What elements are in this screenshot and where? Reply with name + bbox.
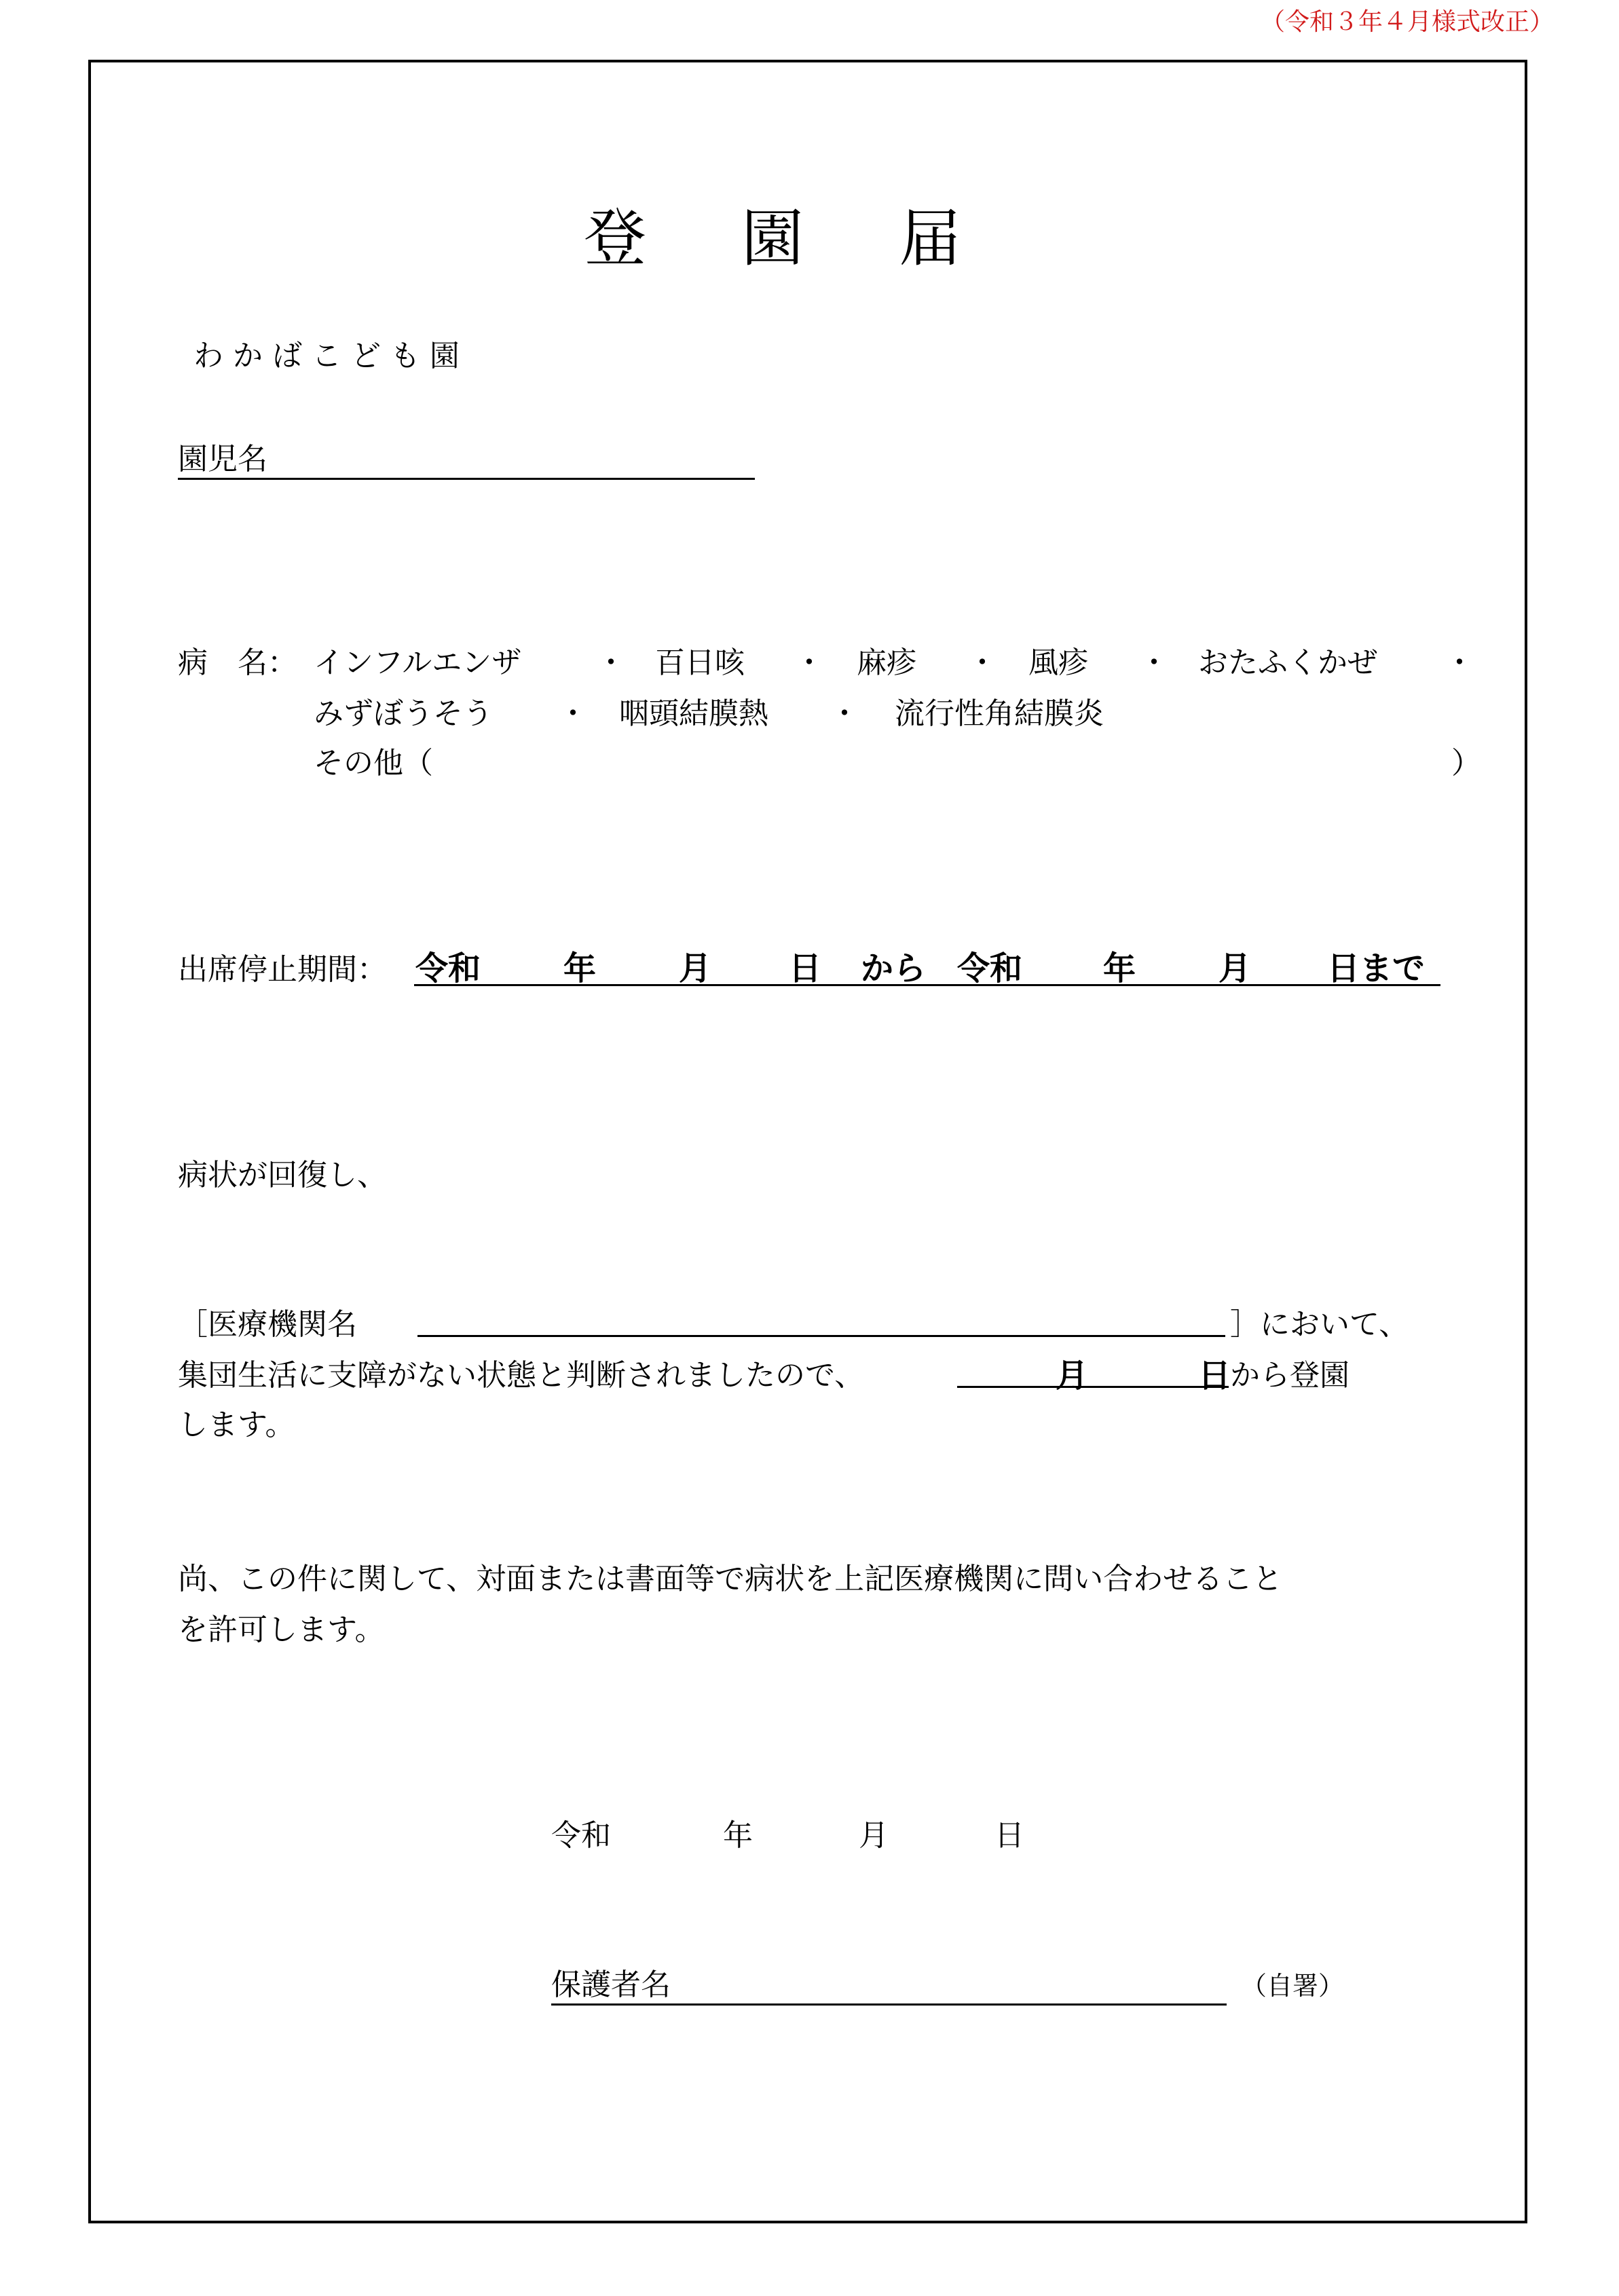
date-year: 年 [723, 1818, 753, 1853]
child-name-label: 園児名 [178, 442, 267, 476]
guardian-label: 保護者名 [551, 1968, 671, 2002]
permission-line-1: 尚、この件に関して、対面または書面等で病状を上記医療機関に問い合わせること [178, 1562, 1283, 1596]
recipient: わ か ば こ ど も 園 [193, 339, 460, 373]
year-1: 年 [563, 949, 597, 987]
separator-dot: ・ [1139, 645, 1169, 680]
form-frame [88, 60, 1527, 2223]
title-char-3: 届 [899, 202, 962, 275]
from-text: から [861, 949, 927, 987]
date-era: 令和 [551, 1818, 611, 1853]
medical-close-label: ］において、 [1230, 1307, 1409, 1342]
return-day: 日 [1198, 1357, 1231, 1395]
disease-item: インフルエンザ [314, 645, 522, 680]
month-1: 月 [679, 949, 712, 987]
child-name-field[interactable] [178, 434, 755, 480]
other-disease-label: その他（ [314, 746, 433, 780]
recovered-text: 病状が回復し、 [178, 1158, 387, 1192]
self-signature-note: （自署） [1241, 1971, 1345, 2001]
disease-item: 麻疹 [857, 645, 916, 680]
form-title [584, 189, 961, 278]
will-attend-text: します。 [178, 1408, 295, 1442]
day-1: 日 [789, 949, 822, 987]
date-day: 日 [994, 1818, 1024, 1853]
era-1: 令和 [415, 949, 481, 987]
disease-item: 風疹 [1028, 645, 1088, 680]
separator-dot: ・ [794, 645, 824, 680]
disease-item: 百日咳 [655, 645, 745, 680]
year-2: 年 [1103, 949, 1136, 987]
separator-dot: ・ [1445, 645, 1474, 680]
disease-item: 流行性角結膜炎 [895, 696, 1104, 731]
attend-text: から登園 [1230, 1358, 1350, 1393]
medical-open-label: ［医療機関名 [178, 1307, 357, 1342]
guardian-row [551, 1960, 1227, 2006]
title-char-2: 園 [741, 202, 804, 275]
disease-label: 病 名： [178, 645, 297, 680]
title-char-1: 登 [584, 202, 647, 275]
return-month: 月 [1056, 1357, 1089, 1395]
judgement-text: 集団生活に支障がない状態と判断されましたので、 [178, 1358, 865, 1393]
separator-dot: ・ [596, 645, 626, 680]
day-2-until: 日まで [1327, 949, 1426, 987]
separator-dot: ・ [830, 696, 859, 731]
return-date-field[interactable] [957, 1344, 1229, 1388]
disease-item: おたふくかぜ [1198, 645, 1377, 680]
separator-dot: ・ [558, 696, 588, 731]
medical-institution-field[interactable] [417, 1293, 1225, 1337]
disease-item: 咽頭結膜熱 [619, 696, 768, 731]
guardian-name-field[interactable] [551, 1960, 1227, 2006]
other-disease-close: ） [1451, 746, 1481, 780]
separator-dot: ・ [967, 645, 997, 680]
disease-item: みずぼうそう [314, 696, 493, 731]
suspension-label: 出席停止期間： [178, 952, 387, 987]
revision-note: （令和３年４月様式改正） [1260, 8, 1554, 36]
date-month: 月 [859, 1818, 889, 1853]
permission-line-2: を許可します。 [178, 1613, 385, 1647]
child-name-row [178, 434, 755, 480]
era-2: 令和 [957, 949, 1023, 987]
month-2: 月 [1218, 949, 1252, 987]
